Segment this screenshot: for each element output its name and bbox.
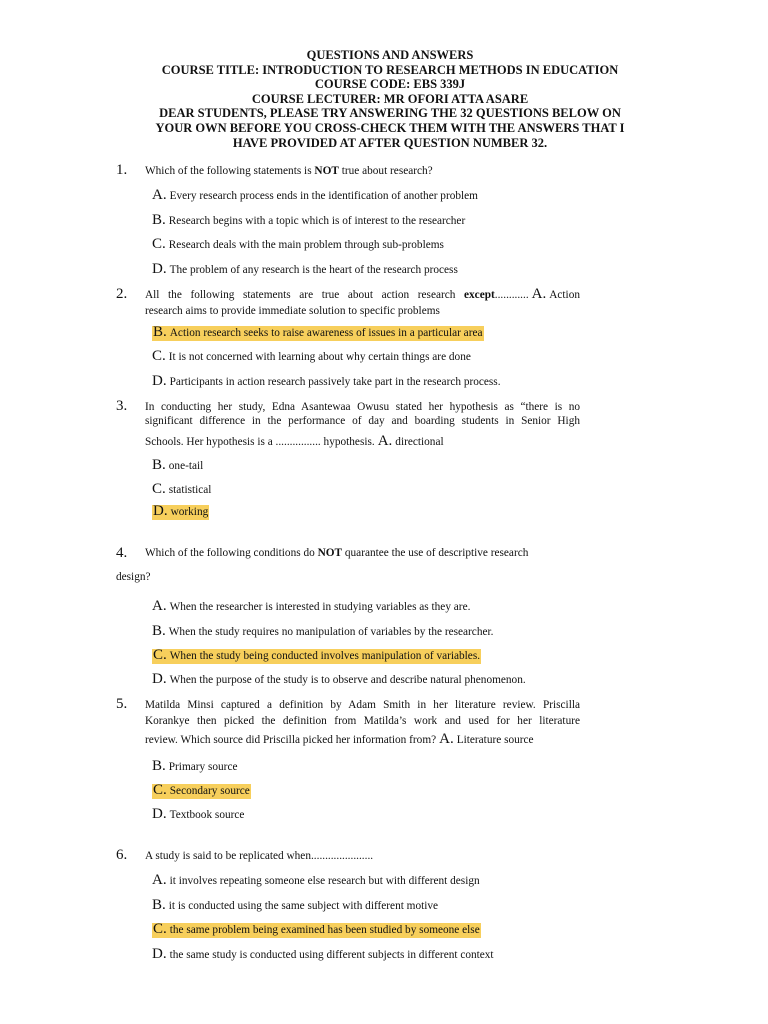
question-6-option-b: B. it is conducted using the same subject with different motive — [152, 897, 439, 913]
question-3-option-b: B. one-tail — [152, 457, 204, 473]
question-2-option-d: D. Participants in action research passively take part in the research process. — [152, 373, 501, 389]
question-3-text-line2: significant difference in the performance of day and boarding students in Senior High — [145, 415, 580, 427]
question-1-text: Which of the following statements is NOT true about research? — [145, 165, 433, 177]
question-5-option-b: B. Primary source — [152, 758, 238, 774]
header-instructions-line1: DEAR STUDENTS, PLEASE TRY ANSWERING THE 32 QUESTIONS BELOW ON — [159, 106, 621, 121]
question-4-option-d: D. When the purpose of the study is to observe and describe natural phenomenon. — [152, 671, 526, 687]
header-course-lecturer: COURSE LECTURER: MR OFORI ATTA ASARE — [251, 91, 529, 106]
question-1-option-a: A. Every research process ends in the identification of another problem — [152, 187, 478, 203]
question-5-option-d: D. Textbook source — [152, 806, 245, 822]
question-3-option-c: C. statistical — [152, 481, 212, 497]
question-5-option-c: C. Secondary source — [153, 782, 250, 798]
question-1-number: 1. — [116, 162, 128, 178]
question-5-text-line2: Korankye then picked the definition from Matilda’s work and used for her literature — [145, 715, 580, 727]
header-title: QUESTIONS AND ANSWERS — [306, 48, 474, 62]
question-2-text-continued: research aims to provide immediate solution to specific problems — [145, 305, 440, 317]
question-5-text-line3: review. Which source did Priscilla picked her information from? A. Literature source — [145, 731, 534, 747]
header-course-code: COURSE CODE: EBS 339J — [314, 77, 466, 92]
header-course-title: COURSE TITLE: INTRODUCTION TO RESEARCH METHODS IN EDUCATION — [161, 62, 619, 77]
question-2-option-c: C. It is not concerned with learning about why certain things are done — [152, 348, 471, 364]
question-3-number: 3. — [116, 398, 128, 414]
header-instructions-line2: YOUR OWN BEFORE YOU CROSS-CHECK THEM WITH THE ANSWERS THAT I — [155, 120, 625, 135]
question-4-text-continued: design? — [116, 571, 151, 583]
question-3-text-line3: Schools. Her hypothesis is a ................ hypothesis. A. directional — [145, 433, 444, 449]
question-4-number: 4. — [116, 545, 128, 561]
header-instructions-line3: HAVE PROVIDED AT AFTER QUESTION NUMBER 32. — [232, 135, 548, 150]
question-2-option-b: B. Action research seeks to raise awareness of issues in a particular area — [153, 324, 483, 340]
question-4-option-a: A. When the researcher is interested in studying variables as they are. — [152, 598, 471, 614]
question-5-text-line1: Matilda Minsi captured a definition by Adam Smith in her literature review. Priscilla — [145, 699, 580, 711]
question-2-number: 2. — [116, 286, 128, 302]
question-5-number: 5. — [116, 696, 128, 712]
document-header — [90, 48, 690, 150]
question-6-option-d: D. the same study is conducted using different subjects in different context — [152, 946, 494, 962]
question-4-option-c: C. When the study being conducted involves manipulation of variables. — [153, 647, 481, 663]
question-1-option-b: B. Research begins with a topic which is of interest to the researcher — [152, 212, 466, 228]
question-6-number: 6. — [116, 847, 128, 863]
question-3-option-d: D. working — [153, 503, 209, 519]
question-4-text: Which of the following conditions do NOT quarantee the use of descriptive research — [145, 547, 529, 559]
question-1-option-d: D. The problem of any research is the heart of the research process — [152, 261, 458, 277]
question-6-option-c: C. the same problem being examined has been studied by someone else — [153, 921, 480, 937]
question-4-option-b: B. When the study requires no manipulation of variables by the researcher. — [152, 623, 494, 639]
question-6-text: A study is said to be replicated when...................... — [145, 850, 374, 862]
question-2-text: All the following statements are true about action research except............ A. Action — [145, 286, 580, 302]
question-6-option-a: A. it involves repeating someone else research but with different design — [152, 872, 480, 888]
question-1-option-c: C. Research deals with the main problem through sub-problems — [152, 236, 444, 252]
question-3-text-line1: In conducting her study, Edna Asantewaa Owusu stated her hypothesis as “there is no — [145, 401, 580, 413]
